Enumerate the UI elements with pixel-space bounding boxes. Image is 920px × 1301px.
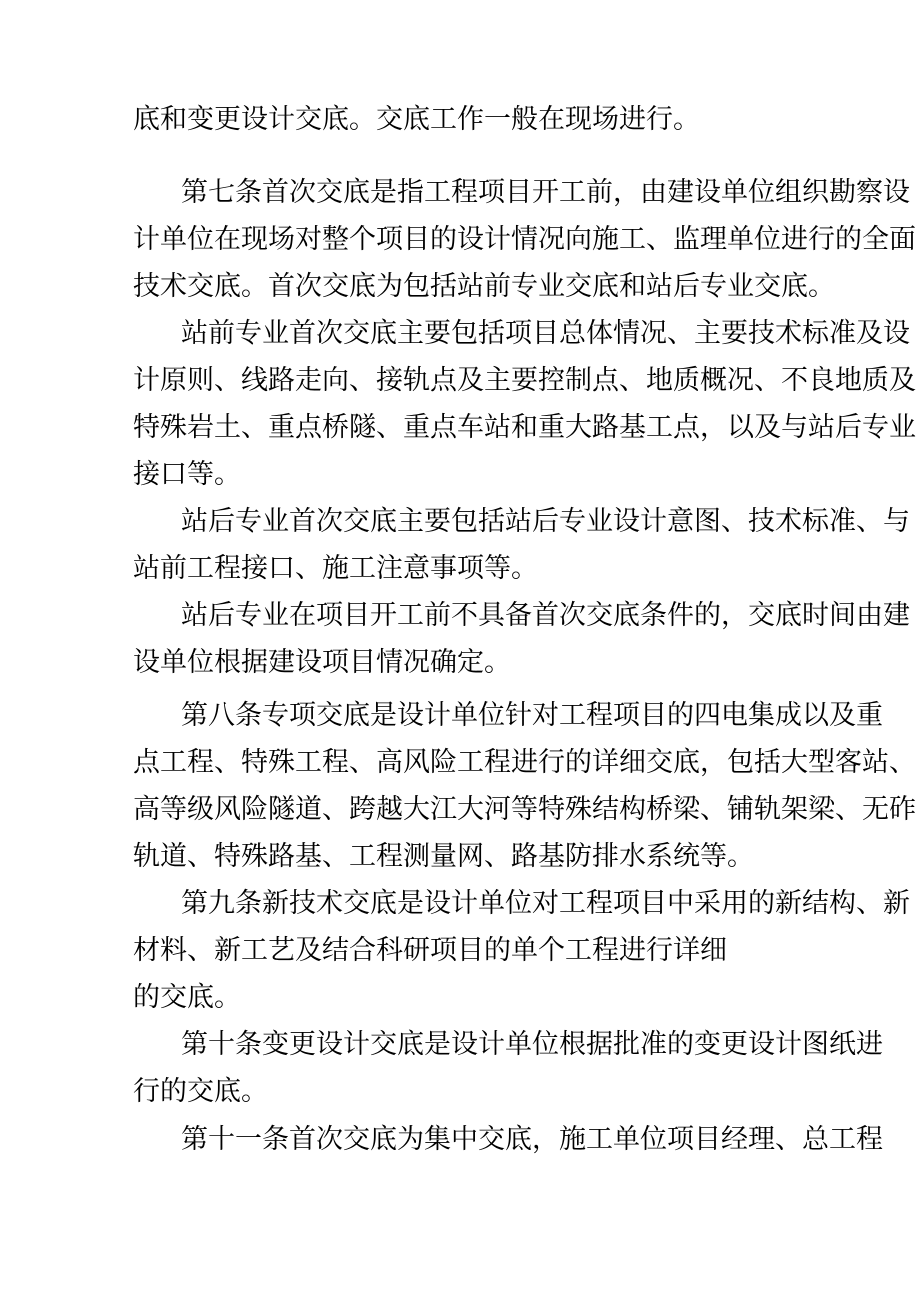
text-line: 站后专业首次交底主要包括站后专业设计意图、技术标准、与 [181,506,910,537]
text-line: 第十条变更设计交底是设计单位根据批准的变更设计图纸进 [181,1029,883,1060]
text-line: 计原则、线路走向、接轨点及主要控制点、地质概况、不良地质及 [133,365,916,396]
text-line: 第八条专项交底是设计单位针对工程项目的四电集成以及重 [181,700,883,731]
text-line: 的交底。 [133,982,241,1013]
text-line: 材料、新工艺及结合科研项目的单个工程进行详细 [133,935,727,966]
text-line: 设单位根据建设项目情况确定。 [133,647,511,678]
text-line: 第七条首次交底是指工程项目开工前，由建设单位组织勘察设 [181,177,910,208]
text-line: 底和变更设计交底。交底工作一般在现场进行。 [133,104,700,135]
text-line: 计单位在现场对整个项目的设计情况向施工、监理单位进行的全面 [133,224,916,255]
text-line: 行的交底。 [133,1076,268,1107]
text-line: 接口等。 [133,459,241,490]
text-line: 技术交底。首次交底为包括站前专业交底和站后专业交底。 [133,271,835,302]
text-line: 第十一条首次交底为集中交底，施工单位项目经理、总工程 [181,1124,883,1155]
text-line: 站前工程接口、施工注意事项等。 [133,553,538,584]
text-line: 第九条新技术交底是设计单位对工程项目中采用的新结构、新 [181,888,910,919]
text-line: 点工程、特殊工程、高风险工程进行的详细交底，包括大型客站、 [133,747,916,778]
text-line: 特殊岩土、重点桥隧、重点车站和重大路基工点，以及与站后专业 [133,412,916,443]
text-line: 站前专业首次交底主要包括项目总体情况、主要技术标准及设 [181,318,910,349]
text-line: 轨道、特殊路基、工程测量网、路基防排水系统等。 [133,841,754,872]
text-line: 高等级风险隧道、跨越大江大河等特殊结构桥梁、铺轨架梁、无砟 [133,794,916,825]
text-line: 站后专业在项目开工前不具备首次交底条件的，交底时间由建 [181,600,910,631]
